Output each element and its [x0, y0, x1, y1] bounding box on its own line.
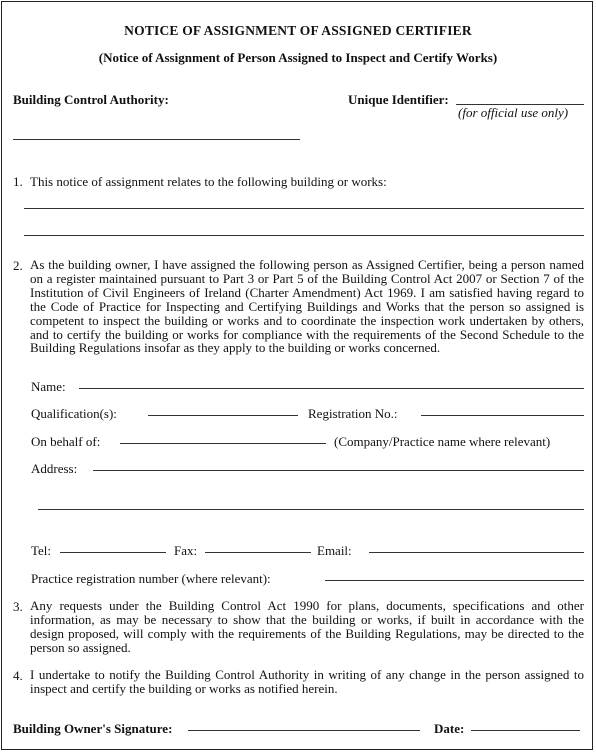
authority-label: Building Control Authority: — [13, 92, 169, 107]
works-field-line-1[interactable] — [24, 208, 584, 209]
email-label: Email: — [317, 543, 352, 558]
item-4-text: I undertake to notify the Building Control Authority in writing of any change in the person assigned to inspect and certify the building or works as notified herein. — [30, 667, 584, 696]
fax-field[interactable] — [205, 552, 311, 553]
qualification-field[interactable] — [148, 415, 298, 416]
form-subtitle: (Notice of Assignment of Person Assigned to Inspect and Certify Works) — [98, 50, 498, 65]
item-1-number: 1. — [13, 174, 23, 189]
name-label: Name: — [31, 379, 66, 394]
fax-label: Fax: — [174, 543, 198, 558]
name-field[interactable] — [79, 388, 584, 389]
item-2-text: As the building owner, I have assigned the following person as Assigned Certifier, being a person named on a register maintained pursuant to Part 3 or Part 5 of the Building Control Act 2007 or Section 7 of the Institution of Civil Engineers of Ireland (Charter Amendment) Act 1969. I am satisfied having regard to the Code of Practice for Inspecting and Certifying Buildings and Works that the person so assigned is competent to inspect the building or works and to coordinate the inspection work undertaken by others, and to certify the building or works for compliance with the requirements of the Second Schedule to the Building Regulations insofar as they apply to the building or works concerned. — [30, 257, 584, 356]
works-field-line-2[interactable] — [24, 235, 584, 236]
signature-field[interactable] — [188, 730, 420, 731]
qualification-label: Qualification(s): — [31, 406, 117, 421]
item-2-number: 2. — [13, 258, 23, 273]
address-label: Address: — [31, 461, 78, 476]
item-3-text: Any requests under the Building Control Act 1990 for plans, documents, specifications and other information, as may be necessary to show that the building or works, if built in accordance with the design proposed, will comply with the requirements of the Building Regulations, may be directed to the person so assigned. — [30, 598, 584, 655]
behalf-note: (Company/Practice name where relevant) — [334, 434, 551, 449]
email-field[interactable] — [369, 552, 584, 553]
behalf-field[interactable] — [120, 443, 326, 444]
signature-label: Building Owner's Signature: — [13, 721, 173, 736]
address-field-line-2[interactable] — [38, 509, 584, 510]
practice-reg-field[interactable] — [325, 580, 584, 581]
unique-id-label: Unique Identifier: — [348, 92, 449, 107]
item-1-text: This notice of assignment relates to the following building or works: — [30, 174, 387, 189]
authority-field[interactable] — [13, 139, 300, 140]
official-use-note: (for official use only) — [458, 105, 569, 120]
registration-field[interactable] — [421, 415, 584, 416]
form-page — [1, 1, 593, 750]
item-3-number: 3. — [13, 599, 23, 614]
practice-reg-label: Practice registration number (where relevant): — [31, 571, 271, 586]
tel-field[interactable] — [60, 552, 166, 553]
date-label: Date: — [434, 721, 465, 736]
registration-label: Registration No.: — [308, 406, 398, 421]
tel-label: Tel: — [31, 543, 52, 558]
date-field[interactable] — [471, 730, 580, 731]
behalf-label: On behalf of: — [31, 434, 101, 449]
address-field-line-1[interactable] — [93, 470, 584, 471]
form-title: NOTICE OF ASSIGNMENT OF ASSIGNED CERTIFIER — [124, 23, 472, 38]
item-4-number: 4. — [13, 668, 23, 683]
